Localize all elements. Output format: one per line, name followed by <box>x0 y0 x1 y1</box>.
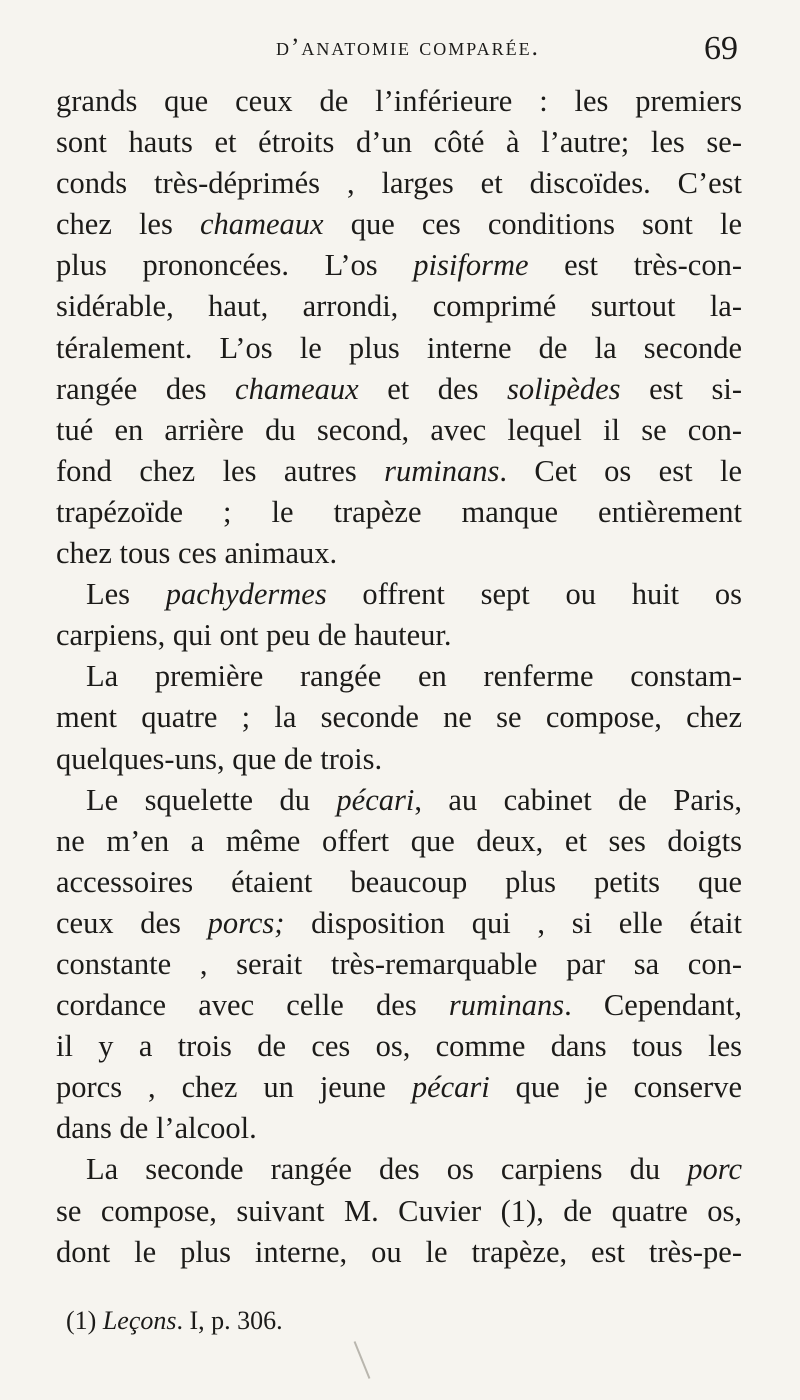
text-segment: il y a trois de ces os, comme dans tous les <box>56 1029 742 1064</box>
text-line <box>56 1191 742 1232</box>
text-line <box>56 163 742 204</box>
running-title: d’anatomie comparée. <box>276 34 540 61</box>
text-line <box>56 204 742 245</box>
text-segment: ceux des <box>56 905 208 940</box>
text-segment: . Cependant, <box>564 988 742 1023</box>
text-segment: Les <box>86 577 166 612</box>
text-segment: est si- <box>620 371 742 406</box>
italic-term: pécari <box>336 782 415 817</box>
page-number: 69 <box>704 30 738 67</box>
running-head <box>60 12 740 72</box>
text-segment: téralement. L’os le plus interne de la seconde <box>56 330 742 365</box>
italic-term: ruminans <box>448 988 565 1023</box>
text-segment: conds très-déprimés , larges et discoïdes. C’est <box>56 166 742 201</box>
footnote-source: Leçons <box>102 1306 177 1335</box>
italic-term: porc <box>687 1152 742 1187</box>
text-segment: sidérable, haut, arrondi, comprimé surtout la- <box>56 289 742 324</box>
text-segment: grands que ceux de l’inférieure : les premiers <box>56 84 742 118</box>
italic-term: porcs; <box>207 905 285 940</box>
text-segment: ment quatre ; la seconde ne se compose, chez <box>56 700 742 735</box>
footnote <box>66 1304 726 1338</box>
italic-term: chameaux <box>235 371 359 406</box>
text-segment: chez les <box>56 207 200 242</box>
text-segment: trapézoïde ; le trapèze manque entièrement <box>56 494 742 529</box>
italic-term: pachydermes <box>165 577 327 612</box>
text-segment: dont le plus interne, ou le trapèze, est très-pe- <box>56 1234 742 1269</box>
text-line <box>56 245 742 286</box>
text-line <box>56 903 742 944</box>
text-segment: porcs , chez un jeune <box>56 1070 412 1105</box>
text-segment: que ces conditions sont le <box>323 207 742 242</box>
text-segment: quelques-uns, que de trois. <box>56 741 383 776</box>
stray-pen-mark <box>354 1341 371 1379</box>
text-segment: . Cet os est le <box>499 453 742 488</box>
text-segment: est très-con- <box>528 248 742 283</box>
text-line <box>56 1232 742 1273</box>
text-line <box>56 1149 742 1190</box>
text-line <box>56 122 742 163</box>
footnote-marker: (1) <box>66 1306 97 1335</box>
text-segment: disposition qui , si elle était <box>284 905 742 940</box>
text-line <box>56 780 742 821</box>
text-line <box>56 451 742 492</box>
text-line <box>56 862 742 903</box>
text-line <box>56 615 742 656</box>
text-line <box>56 81 742 122</box>
text-line <box>56 821 742 862</box>
text-line <box>56 286 742 327</box>
text-segment: rangée des <box>56 371 236 406</box>
text-segment: carpiens, qui ont peu de hauteur. <box>56 618 452 653</box>
text-line <box>56 739 742 780</box>
text-segment: se compose, suivant M. Cuvier (1), de quatre os, <box>56 1193 742 1228</box>
italic-term: pisiforme <box>413 248 529 283</box>
text-segment: ne m’en a même offert que deux, et ses doigts <box>56 823 742 858</box>
text-line <box>56 410 742 451</box>
text-line <box>56 985 742 1026</box>
text-segment: cordance avec celle des <box>56 988 449 1023</box>
text-segment: Le squelette du <box>86 782 337 817</box>
text-line <box>56 492 742 533</box>
text-segment: chez tous ces animaux. <box>56 536 338 571</box>
text-segment: accessoires étaient beaucoup plus petits que <box>56 864 742 899</box>
italic-term: ruminans <box>384 453 500 488</box>
text-segment: fond chez les autres <box>56 453 385 488</box>
text-segment: tué en arrière du second, avec lequel il se con- <box>56 412 742 447</box>
text-line <box>56 1108 742 1149</box>
text-line <box>56 656 742 697</box>
italic-term: chameaux <box>199 207 324 242</box>
text-segment: plus prononcées. L’os <box>56 248 414 283</box>
text-segment: , au cabinet de Paris, <box>414 782 742 817</box>
text-line <box>56 533 742 574</box>
text-segment: et des <box>358 371 507 406</box>
text-segment: La première rangée en renferme constam- <box>86 659 742 694</box>
text-segment: que je conserve <box>489 1070 742 1105</box>
text-line <box>56 1026 742 1067</box>
text-line <box>56 328 742 369</box>
text-line <box>56 697 742 738</box>
italic-term: solipèdes <box>507 371 621 406</box>
text-segment: dans de l’alcool. <box>56 1111 257 1146</box>
text-segment: offrent sept ou huit os <box>326 577 742 612</box>
italic-term: pécari <box>411 1070 490 1105</box>
text-line <box>56 369 742 410</box>
text-line <box>56 574 742 615</box>
text-line <box>56 944 742 985</box>
body-text <box>56 81 742 1273</box>
text-segment: La seconde rangée des os carpiens du <box>86 1152 688 1187</box>
text-line <box>56 1067 742 1108</box>
text-segment: constante , serait très-remarquable par sa con- <box>56 946 742 981</box>
text-segment: sont hauts et étroits d’un côté à l’autre; les se- <box>56 125 742 160</box>
footnote-reference: . I, p. 306. <box>176 1306 283 1335</box>
